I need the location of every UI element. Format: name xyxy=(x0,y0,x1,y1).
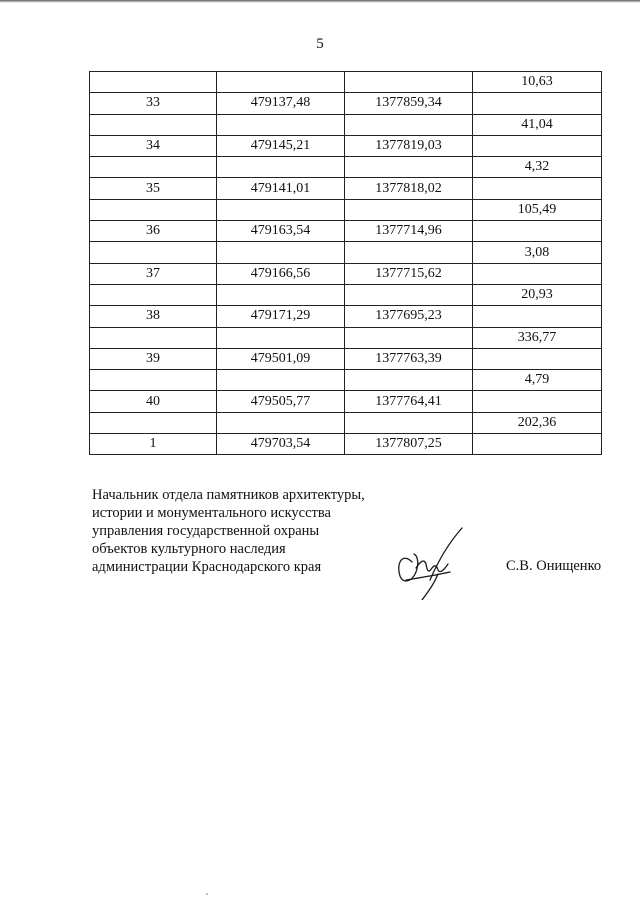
position-line: истории и монументального искусства xyxy=(92,505,331,521)
point-number-cell: 36 xyxy=(90,221,217,242)
table-row xyxy=(90,114,602,135)
table-row xyxy=(90,284,602,305)
y-coordinate-cell xyxy=(345,199,473,220)
point-number-cell xyxy=(90,199,217,220)
point-number-cell: 35 xyxy=(90,178,217,199)
table-row xyxy=(90,263,602,284)
y-coordinate-cell xyxy=(345,370,473,391)
distance-cell xyxy=(473,135,602,156)
y-coordinate-cell xyxy=(345,242,473,263)
y-coordinate-cell xyxy=(345,284,473,305)
distance-cell xyxy=(473,178,602,199)
y-coordinate-cell: 1377819,03 xyxy=(345,135,473,156)
x-coordinate-cell: 479145,21 xyxy=(217,135,345,156)
y-coordinate-cell: 1377763,39 xyxy=(345,348,473,369)
distance-cell xyxy=(473,306,602,327)
scan-speck xyxy=(206,893,208,895)
position-line: администрации Краснодарского края xyxy=(92,559,322,575)
point-number-cell: 38 xyxy=(90,306,217,327)
table-row xyxy=(90,157,602,178)
distance-cell xyxy=(473,263,602,284)
point-number-cell: 40 xyxy=(90,391,217,412)
x-coordinate-cell: 479163,54 xyxy=(217,221,345,242)
point-number-cell: 34 xyxy=(90,135,217,156)
table-row xyxy=(90,327,602,348)
distance-cell xyxy=(473,348,602,369)
point-number-cell xyxy=(90,157,217,178)
distance-cell: 4,32 xyxy=(473,157,602,178)
point-number-cell: 39 xyxy=(90,348,217,369)
y-coordinate-cell: 1377695,23 xyxy=(345,306,473,327)
point-number-cell xyxy=(90,284,217,305)
point-number-cell xyxy=(90,72,217,93)
distance-cell xyxy=(473,93,602,114)
x-coordinate-cell: 479166,56 xyxy=(217,263,345,284)
y-coordinate-cell: 1377807,25 xyxy=(345,434,473,455)
y-coordinate-cell xyxy=(345,72,473,93)
distance-cell: 336,77 xyxy=(473,327,602,348)
distance-cell: 41,04 xyxy=(473,114,602,135)
page-number: 5 xyxy=(316,36,324,52)
table-row xyxy=(90,370,602,391)
point-number-cell xyxy=(90,412,217,433)
x-coordinate-cell xyxy=(217,199,345,220)
distance-cell: 105,49 xyxy=(473,199,602,220)
point-number-cell xyxy=(90,114,217,135)
table-row xyxy=(90,72,602,93)
table-row xyxy=(90,221,602,242)
point-number-cell xyxy=(90,370,217,391)
position-line: объектов культурного наследия xyxy=(92,541,286,557)
distance-cell xyxy=(473,391,602,412)
x-coordinate-cell xyxy=(217,72,345,93)
table-row xyxy=(90,199,602,220)
point-number-cell xyxy=(90,242,217,263)
distance-cell xyxy=(473,221,602,242)
table-row xyxy=(90,135,602,156)
x-coordinate-cell xyxy=(217,284,345,305)
point-number-cell: 33 xyxy=(90,93,217,114)
position-line: Начальник отдела памятников архитектуры, xyxy=(92,487,365,503)
x-coordinate-cell: 479171,29 xyxy=(217,306,345,327)
table-row xyxy=(90,412,602,433)
position-line: управления государственной охраны xyxy=(92,523,320,539)
y-coordinate-cell: 1377714,96 xyxy=(345,221,473,242)
distance-cell: 4,79 xyxy=(473,370,602,391)
top-rule xyxy=(0,0,640,3)
x-coordinate-cell xyxy=(217,412,345,433)
y-coordinate-cell xyxy=(345,114,473,135)
signature-block xyxy=(92,486,365,576)
distance-cell: 20,93 xyxy=(473,284,602,305)
table-row xyxy=(90,178,602,199)
x-coordinate-cell xyxy=(217,242,345,263)
x-coordinate-cell: 479505,77 xyxy=(217,391,345,412)
table-row xyxy=(90,242,602,263)
x-coordinate-cell xyxy=(217,157,345,178)
table-row xyxy=(90,306,602,327)
x-coordinate-cell: 479137,48 xyxy=(217,93,345,114)
x-coordinate-cell: 479501,09 xyxy=(217,348,345,369)
handwritten-signature xyxy=(392,524,464,600)
y-coordinate-cell xyxy=(345,157,473,178)
distance-cell: 3,08 xyxy=(473,242,602,263)
coordinates-table xyxy=(89,71,602,455)
point-number-cell: 1 xyxy=(90,434,217,455)
point-number-cell: 37 xyxy=(90,263,217,284)
table-row xyxy=(90,391,602,412)
y-coordinate-cell xyxy=(345,412,473,433)
table-row xyxy=(90,348,602,369)
y-coordinate-cell: 1377764,41 xyxy=(345,391,473,412)
x-coordinate-cell xyxy=(217,370,345,391)
distance-cell xyxy=(473,434,602,455)
table-body xyxy=(90,72,602,455)
y-coordinate-cell: 1377818,02 xyxy=(345,178,473,199)
x-coordinate-cell xyxy=(217,114,345,135)
distance-cell: 10,63 xyxy=(473,72,602,93)
x-coordinate-cell: 479703,54 xyxy=(217,434,345,455)
table-row xyxy=(90,93,602,114)
y-coordinate-cell: 1377859,34 xyxy=(345,93,473,114)
x-coordinate-cell: 479141,01 xyxy=(217,178,345,199)
table-row xyxy=(90,434,602,455)
y-coordinate-cell: 1377715,62 xyxy=(345,263,473,284)
distance-cell: 202,36 xyxy=(473,412,602,433)
y-coordinate-cell xyxy=(345,327,473,348)
signer-name: С.В. Онищенко xyxy=(506,558,602,574)
x-coordinate-cell xyxy=(217,327,345,348)
point-number-cell xyxy=(90,327,217,348)
